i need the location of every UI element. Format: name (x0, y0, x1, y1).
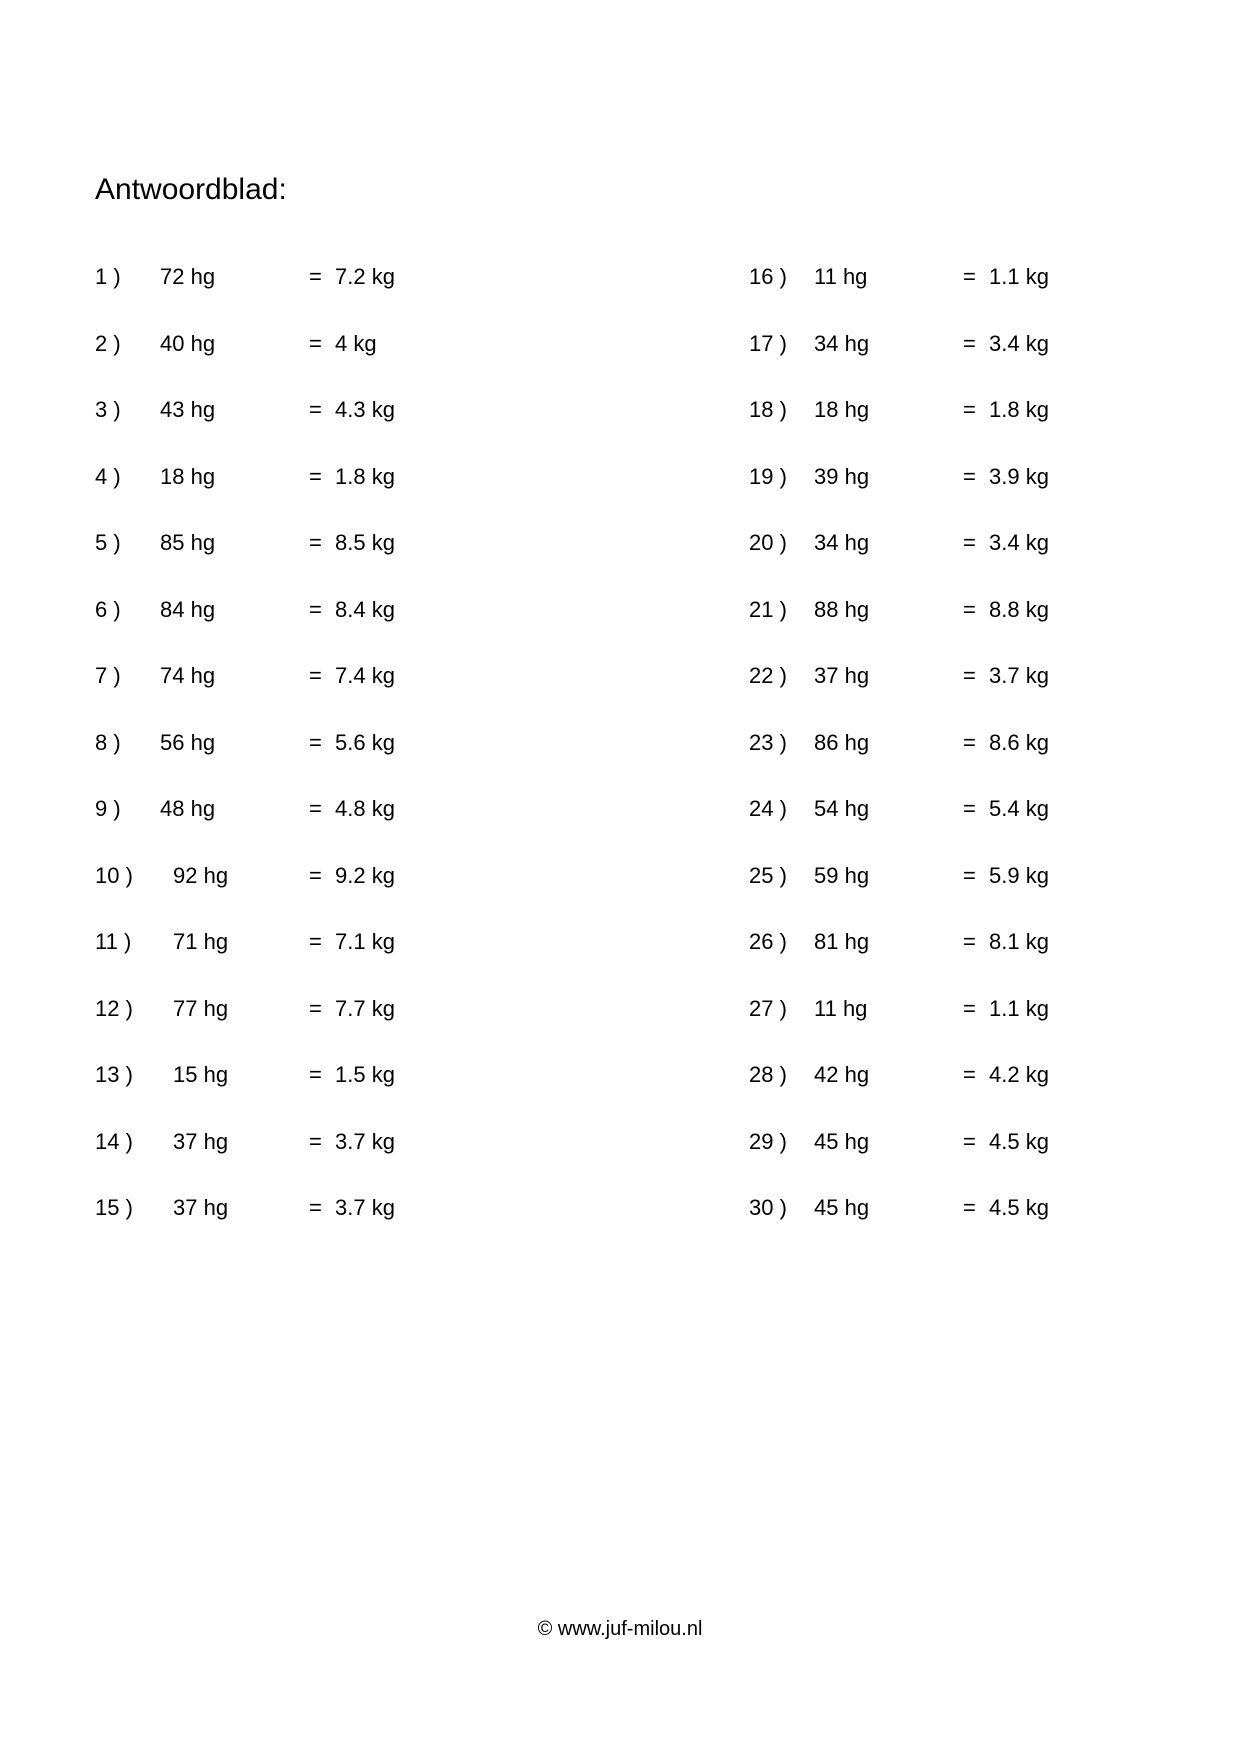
result-kg: 1.8 kg (989, 397, 1049, 422)
result-kg: 5.9 kg (989, 862, 1049, 888)
answer-row (749, 595, 1240, 662)
question-number: 18 ) (749, 397, 787, 422)
quantity-hg: 34 hg (814, 330, 870, 356)
result-kg: 4.5 kg (989, 1128, 1049, 1154)
answer-row (95, 728, 655, 795)
quantity-hg: 45 hg (814, 1195, 870, 1220)
question-number: 8 ) (95, 729, 121, 755)
question-number: 20 ) (749, 530, 787, 555)
question-number: 13 ) (95, 1062, 133, 1087)
answer-row (749, 927, 1240, 994)
answer-row (749, 861, 1240, 928)
question-number: 2 ) (95, 330, 121, 356)
question-number: 3 ) (95, 397, 121, 422)
equals-sign: = (309, 1128, 322, 1154)
answer-column-left (95, 262, 655, 1260)
quantity-hg: 37 hg (173, 1195, 229, 1220)
answer-row (95, 262, 655, 329)
equals-sign: = (963, 729, 976, 755)
question-number: 1 ) (95, 264, 121, 289)
equals-sign: = (963, 995, 976, 1021)
quantity-hg: 86 hg (814, 729, 870, 755)
question-number: 29 ) (749, 1128, 787, 1154)
question-number: 22 ) (749, 663, 787, 688)
result-kg: 7.2 kg (335, 264, 395, 289)
result-kg: 4.2 kg (989, 1062, 1049, 1087)
page-title: Antwoordblad: (95, 173, 287, 206)
result-kg: 9.2 kg (335, 862, 395, 888)
question-number: 25 ) (749, 862, 787, 888)
question-number: 15 ) (95, 1195, 133, 1220)
quantity-hg: 48 hg (160, 796, 216, 821)
quantity-hg: 54 hg (814, 796, 870, 821)
question-number: 30 ) (749, 1195, 787, 1220)
answer-row (95, 994, 655, 1061)
equals-sign: = (963, 862, 976, 888)
equals-sign: = (309, 663, 322, 688)
answer-row (95, 329, 655, 396)
question-number: 23 ) (749, 729, 787, 755)
equals-sign: = (309, 729, 322, 755)
answer-row (749, 395, 1240, 462)
equals-sign: = (963, 663, 976, 688)
question-number: 28 ) (749, 1062, 787, 1087)
answer-row (95, 595, 655, 662)
equals-sign: = (309, 1195, 322, 1220)
quantity-hg: 42 hg (814, 1062, 870, 1087)
answer-row (749, 1060, 1240, 1127)
quantity-hg: 39 hg (814, 463, 870, 489)
answer-row (749, 1127, 1240, 1194)
quantity-hg: 18 hg (814, 397, 870, 422)
question-number: 14 ) (95, 1128, 133, 1154)
equals-sign: = (309, 862, 322, 888)
result-kg: 7.1 kg (335, 929, 395, 954)
question-number: 6 ) (95, 596, 121, 622)
quantity-hg: 40 hg (160, 330, 216, 356)
result-kg: 4 kg (335, 330, 377, 356)
quantity-hg: 88 hg (814, 596, 870, 622)
equals-sign: = (309, 397, 322, 422)
quantity-hg: 45 hg (814, 1128, 870, 1154)
result-kg: 4.5 kg (989, 1195, 1049, 1220)
quantity-hg: 11 hg (814, 264, 868, 289)
quantity-hg: 85 hg (160, 530, 216, 555)
result-kg: 1.1 kg (989, 995, 1049, 1021)
answer-row (95, 528, 655, 595)
quantity-hg: 18 hg (160, 463, 216, 489)
answer-column-right (749, 262, 1240, 1260)
result-kg: 3.7 kg (989, 663, 1049, 688)
equals-sign: = (309, 463, 322, 489)
equals-sign: = (963, 1195, 976, 1220)
equals-sign: = (309, 330, 322, 356)
question-number: 16 ) (749, 264, 787, 289)
answer-row (95, 661, 655, 728)
quantity-hg: 37 hg (173, 1128, 229, 1154)
question-number: 10 ) (95, 862, 133, 888)
answer-row (95, 861, 655, 928)
equals-sign: = (963, 397, 976, 422)
question-number: 27 ) (749, 995, 787, 1021)
equals-sign: = (309, 530, 322, 555)
result-kg: 3.7 kg (335, 1195, 395, 1220)
question-number: 17 ) (749, 330, 787, 356)
quantity-hg: 77 hg (173, 995, 229, 1021)
answer-row (749, 462, 1240, 529)
answer-row (95, 927, 655, 994)
question-number: 7 ) (95, 663, 121, 688)
result-kg: 3.4 kg (989, 330, 1049, 356)
result-kg: 7.7 kg (335, 995, 395, 1021)
equals-sign: = (963, 530, 976, 555)
answer-row (95, 395, 655, 462)
quantity-hg: 37 hg (814, 663, 870, 688)
equals-sign: = (309, 929, 322, 954)
question-number: 19 ) (749, 463, 787, 489)
answer-row (749, 728, 1240, 795)
answer-row (95, 794, 655, 861)
result-kg: 8.6 kg (989, 729, 1049, 755)
result-kg: 7.4 kg (335, 663, 395, 688)
quantity-hg: 92 hg (173, 862, 229, 888)
question-number: 4 ) (95, 463, 121, 489)
equals-sign: = (963, 1128, 976, 1154)
question-number: 11 ) (95, 929, 132, 954)
answer-row (749, 994, 1240, 1061)
equals-sign: = (309, 1062, 322, 1087)
quantity-hg: 43 hg (160, 397, 216, 422)
result-kg: 4.3 kg (335, 397, 395, 422)
result-kg: 3.7 kg (335, 1128, 395, 1154)
result-kg: 3.9 kg (989, 463, 1049, 489)
equals-sign: = (963, 596, 976, 622)
result-kg: 3.4 kg (989, 530, 1049, 555)
result-kg: 8.1 kg (989, 929, 1049, 954)
equals-sign: = (963, 330, 976, 356)
equals-sign: = (963, 796, 976, 821)
equals-sign: = (963, 929, 976, 954)
quantity-hg: 84 hg (160, 596, 216, 622)
equals-sign: = (963, 1062, 976, 1087)
question-number: 9 ) (95, 796, 121, 821)
question-number: 21 ) (749, 596, 787, 622)
quantity-hg: 59 hg (814, 862, 870, 888)
answer-row (95, 1127, 655, 1194)
answer-row (95, 1060, 655, 1127)
question-number: 24 ) (749, 796, 787, 821)
quantity-hg: 72 hg (160, 264, 216, 289)
equals-sign: = (309, 596, 322, 622)
answer-row (749, 1193, 1240, 1260)
quantity-hg: 56 hg (160, 729, 216, 755)
answer-row (749, 528, 1240, 595)
answer-row (749, 262, 1240, 329)
copyright-footer: © www.juf-milou.nl (537, 1618, 703, 1640)
answer-row (749, 661, 1240, 728)
equals-sign: = (309, 796, 322, 821)
quantity-hg: 71 hg (173, 929, 229, 954)
equals-sign: = (309, 264, 322, 289)
result-kg: 4.8 kg (335, 796, 395, 821)
question-number: 5 ) (95, 530, 121, 555)
quantity-hg: 15 hg (173, 1062, 229, 1087)
answer-row (749, 329, 1240, 396)
result-kg: 1.8 kg (335, 463, 395, 489)
answer-row (95, 462, 655, 529)
result-kg: 1.1 kg (989, 264, 1049, 289)
equals-sign: = (309, 995, 322, 1021)
question-number: 12 ) (95, 995, 133, 1021)
quantity-hg: 11 hg (814, 995, 868, 1021)
equals-sign: = (963, 264, 976, 289)
result-kg: 8.5 kg (335, 530, 395, 555)
quantity-hg: 74 hg (160, 663, 216, 688)
result-kg: 8.8 kg (989, 596, 1049, 622)
result-kg: 8.4 kg (335, 596, 395, 622)
result-kg: 1.5 kg (335, 1062, 395, 1087)
question-number: 26 ) (749, 929, 787, 954)
quantity-hg: 34 hg (814, 530, 870, 555)
result-kg: 5.4 kg (989, 796, 1049, 821)
equals-sign: = (963, 463, 976, 489)
answer-row (749, 794, 1240, 861)
result-kg: 5.6 kg (335, 729, 395, 755)
quantity-hg: 81 hg (814, 929, 870, 954)
answer-row (95, 1193, 655, 1260)
